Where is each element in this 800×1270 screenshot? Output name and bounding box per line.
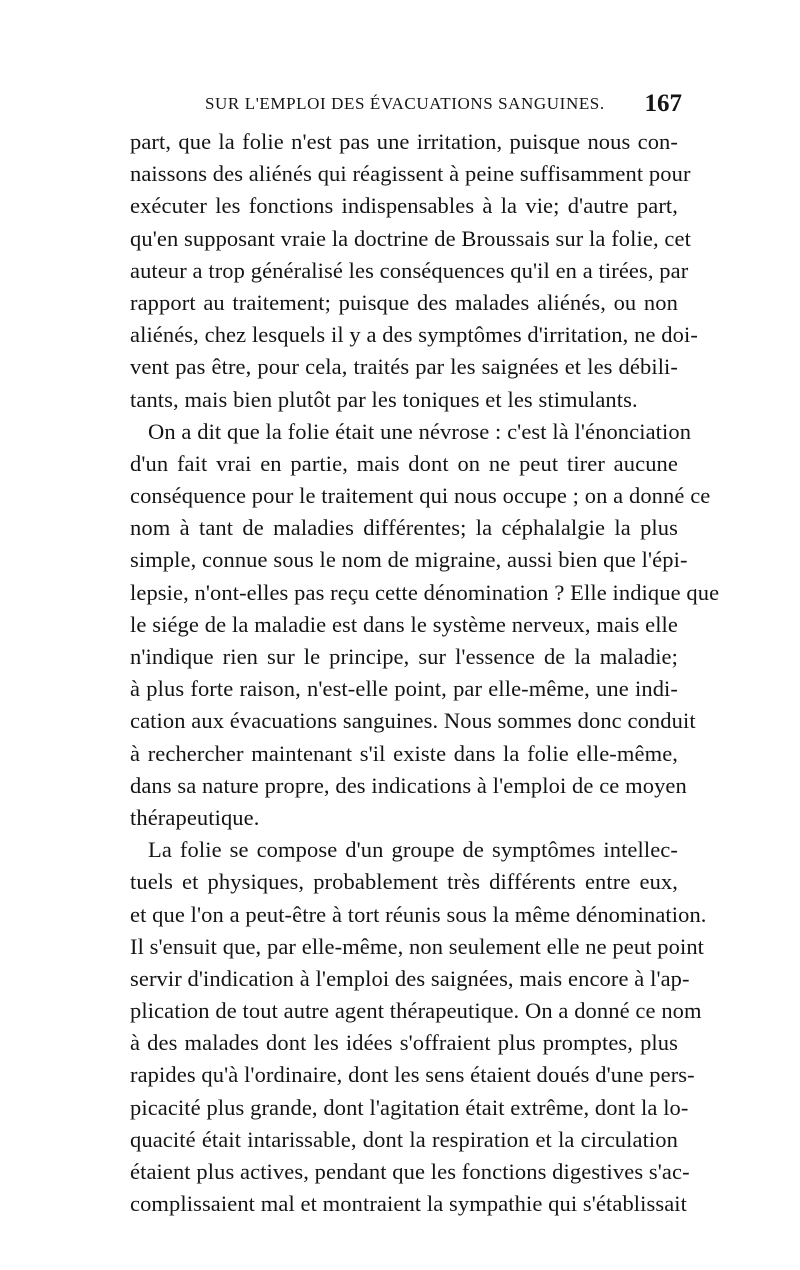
text-line: qu'en supposant vraie la doctrine de Broussais sur la folie, cet [130,225,691,251]
text-line: tuels et physiques, probablement très différents entre eux, [130,869,678,895]
text-line: picacité plus grande, dont l'agitation était extrême, dont la lo- [130,1094,689,1120]
text-line: rapides qu'à l'ordinaire, dont les sens étaient doués d'une pers- [130,1062,695,1088]
text-line: nom à tant de maladies différentes; la céphalalgie la plus [130,515,678,541]
text-line: à plus forte raison, n'est-elle point, par elle-même, une indi- [130,676,678,702]
text-line: étaient plus actives, pendant que les fonctions digestives s'ac- [130,1159,690,1184]
text-line: vent pas être, pour cela, traités par les saignées et les débili- [130,354,678,380]
text-line: servir d'indication à l'emploi des saignées, mais encore à l'ap- [130,965,690,991]
text-line: quacité était intarissable, dont la respiration et la circulation [130,1126,678,1152]
text-line: conséquence pour le traitement qui nous occupe ; on a donné ce [130,483,711,509]
paragraph-end-line: thérapeutique. [130,804,260,830]
paragraph-start-line: On a dit que la folie était une névrose : c'est là l'énonciation [148,418,692,444]
text-line: le siége de la maladie est dans le système nerveux, mais elle [130,611,678,637]
text-line: exécuter les fonctions indispensables à la vie; d'autre part, [130,193,678,219]
text-line: rapport au traitement; puisque des malades aliénés, ou non [130,289,678,315]
text-line: aliénés, chez lesquels il y a des symptômes d'irritation, ne doi- [130,322,698,348]
body-text [130,126,720,1220]
text-line: n'indique rien sur le principe, sur l'essence de la maladie; [130,644,678,669]
text-line: plication de tout autre agent thérapeutique. On a donné ce nom [130,998,702,1024]
text-line: cation aux évacuations sanguines. Nous sommes donc conduit [130,708,696,734]
page-header [205,90,682,120]
paragraph-start-line: La folie se compose d'un groupe de symptômes intellec- [148,837,678,863]
text-line: et que l'on a peut-être à tort réunis sous la même dénomination. [130,901,707,927]
text-line: simple, connue sous le nom de migraine, aussi bien que l'épi- [130,547,688,573]
text-line: à des malades dont les idées s'offraient plus promptes, plus [130,1030,678,1056]
page-number: 167 [644,90,682,117]
text-line: dans sa nature propre, des indications à l'emploi de ce moyen [130,772,687,798]
text-line: complissaient mal et montraient la sympathie qui s'établissait [130,1191,688,1217]
text-line: d'un fait vrai en partie, mais dont on ne peut tirer aucune [130,450,678,476]
running-title: SUR L'EMPLOI DES ÉVACUATIONS SANGUINES. [205,94,605,113]
text-line: Il s'ensuit que, par elle-même, non seulement elle ne peut point [130,933,705,959]
text-line: à rechercher maintenant s'il existe dans la folie elle-même, [130,740,678,766]
text-line: lepsie, n'ont-elles pas reçu cette dénomination ? Elle indique que [130,579,720,605]
text-line: auteur a trop généralisé les conséquences qu'il en a tirées, par [130,257,689,283]
paragraph-end-line: tants, mais bien plutôt par les toniques et les stimulants. [130,386,638,412]
text-line: part, que la folie n'est pas une irritation, puisque nous con- [130,129,678,154]
text-line: naissons des aliénés qui réagissent à peine suffisamment pour [130,161,691,187]
